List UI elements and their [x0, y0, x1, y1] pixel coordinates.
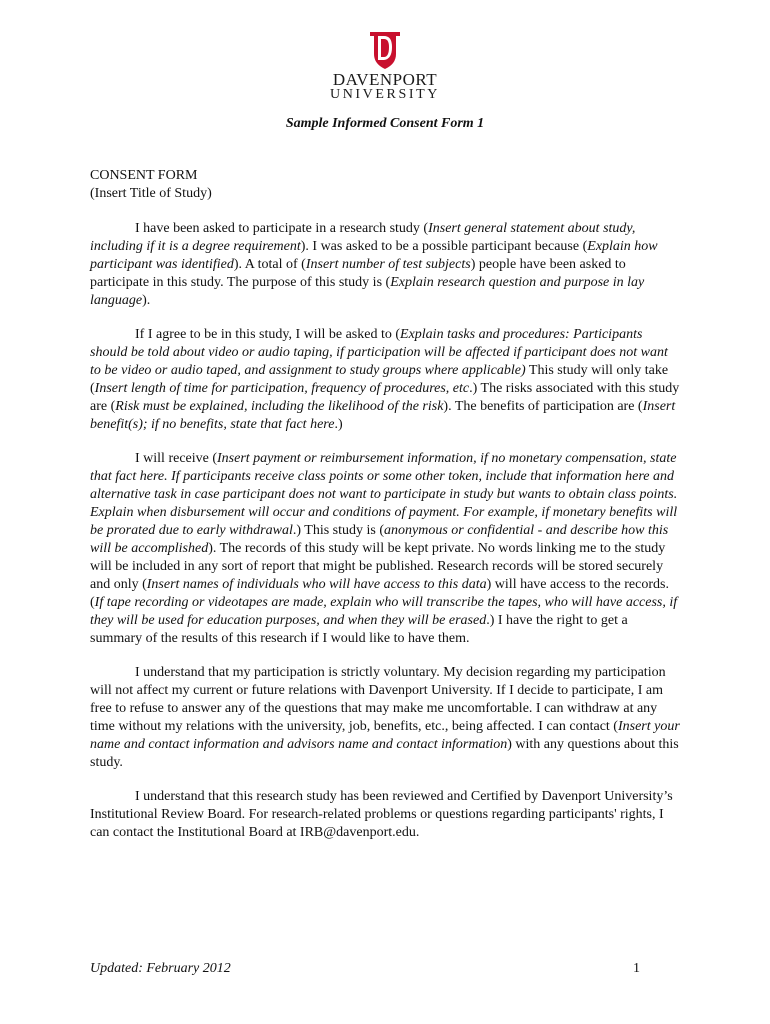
paragraph-irb: I understand that this research study has been reviewed and Certified by Davenport University’s Institutional Review Board. For research-related problems or questions regarding participants' rights, I can contact the Institutional Board at IRB@davenport.edu.	[90, 789, 673, 840]
document-body	[90, 167, 680, 858]
paragraph-participation: I have been asked to participate in a research study (Insert general statement about study, including if it is a degree requirement). I was asked to be a possible participant because (Explain how participant was identified). A total of (Insert number of test subjects) people have been asked to participate in this study. The purpose of this study is (Explain research question and purpose in lay language).	[90, 221, 658, 308]
consent-form-label: CONSENT FORM	[90, 168, 198, 183]
consent-heading	[90, 167, 680, 203]
paragraph-voluntary: I understand that my participation is strictly voluntary. My decision regarding my participation will not affect my current or future relations with Davenport University. If I decide to participate, I am free to refuse to answer any of the questions that may make me uncomfortable. I can withdraw at any time without my relations with the university, job, benefits, etc., being affected. I can contact (Insert your name and contact information and advisors name and contact information) with any questions about this study.	[90, 665, 680, 770]
paragraph-compensation: I will receive (Insert payment or reimbursement information, if no monetary compensation, state that fact here. If participants receive class points or some other token, include that information here and alternative task in case participant does not want to participate in study but wants to obtain class points. Explain when disbursement will occur and conditions of payment. For example, if monetary benefits will be prorated due to early withdrawal.) This study is (anonymous or confidential - and describe how this will be accomplished). The records of this study will be kept private. No words linking me to the study will be included in any sort of report that might be published. Research records will be stored securely and only (Insert names of individuals who will have access to this data) will have access to the records. (If tape recording or videotapes are made, explain who will transcribe the tapes, who will have access, if they will be used for education purposes, and when they will be erased.) I have the right to get a summary of the results of this research if I would like to have them.	[90, 451, 678, 646]
footer-page-number: 1	[633, 961, 640, 976]
study-title-placeholder: (Insert Title of Study)	[90, 186, 212, 201]
form-title: Sample Informed Consent Form 1	[285, 116, 485, 131]
logo-name-line2: UNIVERSITY	[330, 87, 440, 102]
paragraph-procedures: If I agree to be in this study, I will be asked to (Explain tasks and procedures: Participants should be told about video or audio taping, if participation will be affected if participant does not want to be video or audio taped, and assignment to study groups where applicable) This study will only take (Insert length of time for participation, frequency of procedures, etc.) The risks associated with this study are (Risk must be explained, including the likelihood of the risk). The benefits of participation are (Insert benefit(s); if no benefits, state that fact here.)	[90, 327, 680, 432]
footer-updated-date: Updated: February 2012	[90, 961, 231, 976]
logo-name-line1: DAVENPORT	[332, 70, 438, 89]
davenport-logo	[318, 30, 452, 102]
davenport-shield-icon	[363, 30, 407, 72]
